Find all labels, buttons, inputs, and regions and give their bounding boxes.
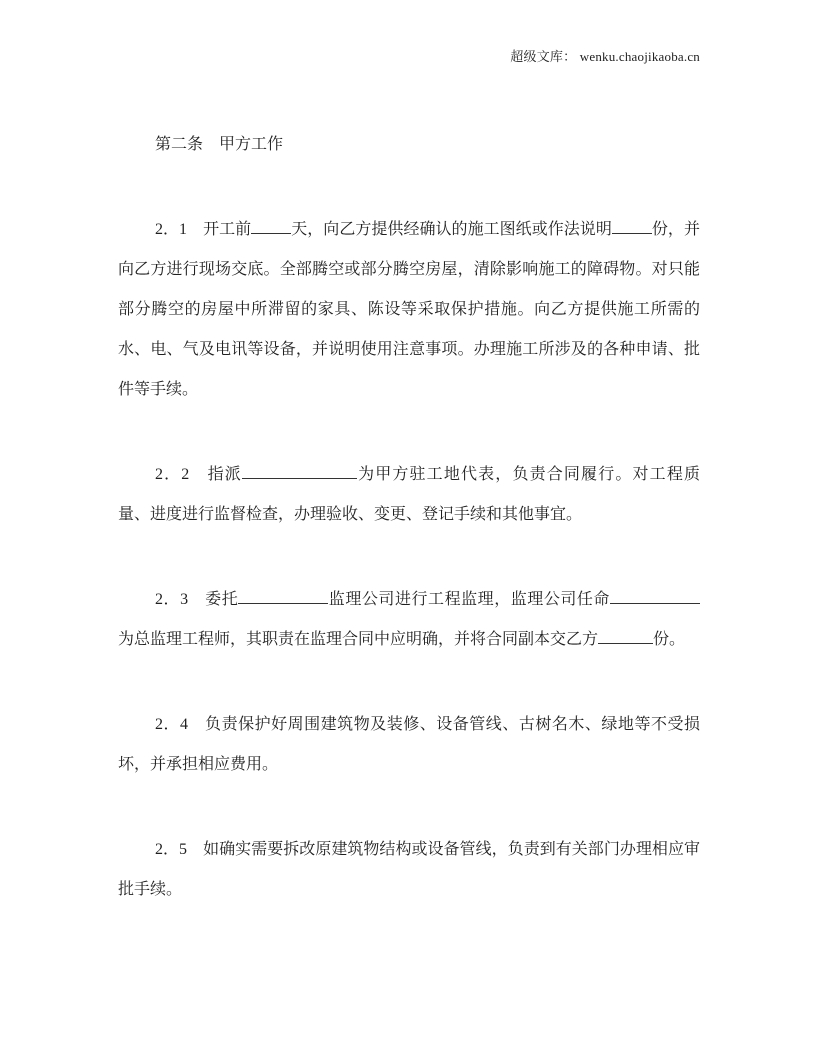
document-body xyxy=(118,210,700,910)
clause-2-3: 2．3 委托 监理公司进行工程监理，监理公司任命为总监理工程师，其职责在监理合同中应明确，并将合同副本交乙方 份。 xyxy=(118,580,700,660)
fill-in-blank xyxy=(598,629,653,644)
fill-in-blank xyxy=(610,589,700,604)
fill-in-blank xyxy=(242,464,357,479)
clause-2-1: 2．1 开工前 天，向乙方提供经确认的施工图纸或作法说明 份，并向乙方进行现场交底。全部腾空或部分腾空房屋，清除影响施工的障碍物。对只能部分腾空的房屋中所滞留的家具、陈设等采取保护措施。向乙方提供施工所需的水、电、气及电讯等设备，并说明使用注意事项。办理施工所涉及的各种申请、批件等手续。 xyxy=(118,221,700,398)
clause-2-2: 2．2 指派 为甲方驻工地代表，负责合同履行。对工程质量、进度进行监督检查，办理验收、变更、登记手续和其他事宜。 xyxy=(118,466,700,523)
clause-2-4: 2．4 负责保护好周围建筑物及装修、设备管线、古树名木、绿地等不受损坏，并承担相应费用。 xyxy=(118,716,700,773)
fill-in-blank xyxy=(251,219,291,234)
fill-in-blank xyxy=(238,589,328,604)
fill-in-blank xyxy=(612,219,652,234)
page-title: 第二条 甲方工作 xyxy=(155,136,284,153)
clause-2-5: 2．5 如确实需要拆改原建筑物结构或设备管线，负责到有关部门办理相应审批手续。 xyxy=(118,841,700,898)
document-content xyxy=(118,125,700,910)
watermark: 超级文库： wenku.chaojikaoba.cn xyxy=(510,49,700,64)
